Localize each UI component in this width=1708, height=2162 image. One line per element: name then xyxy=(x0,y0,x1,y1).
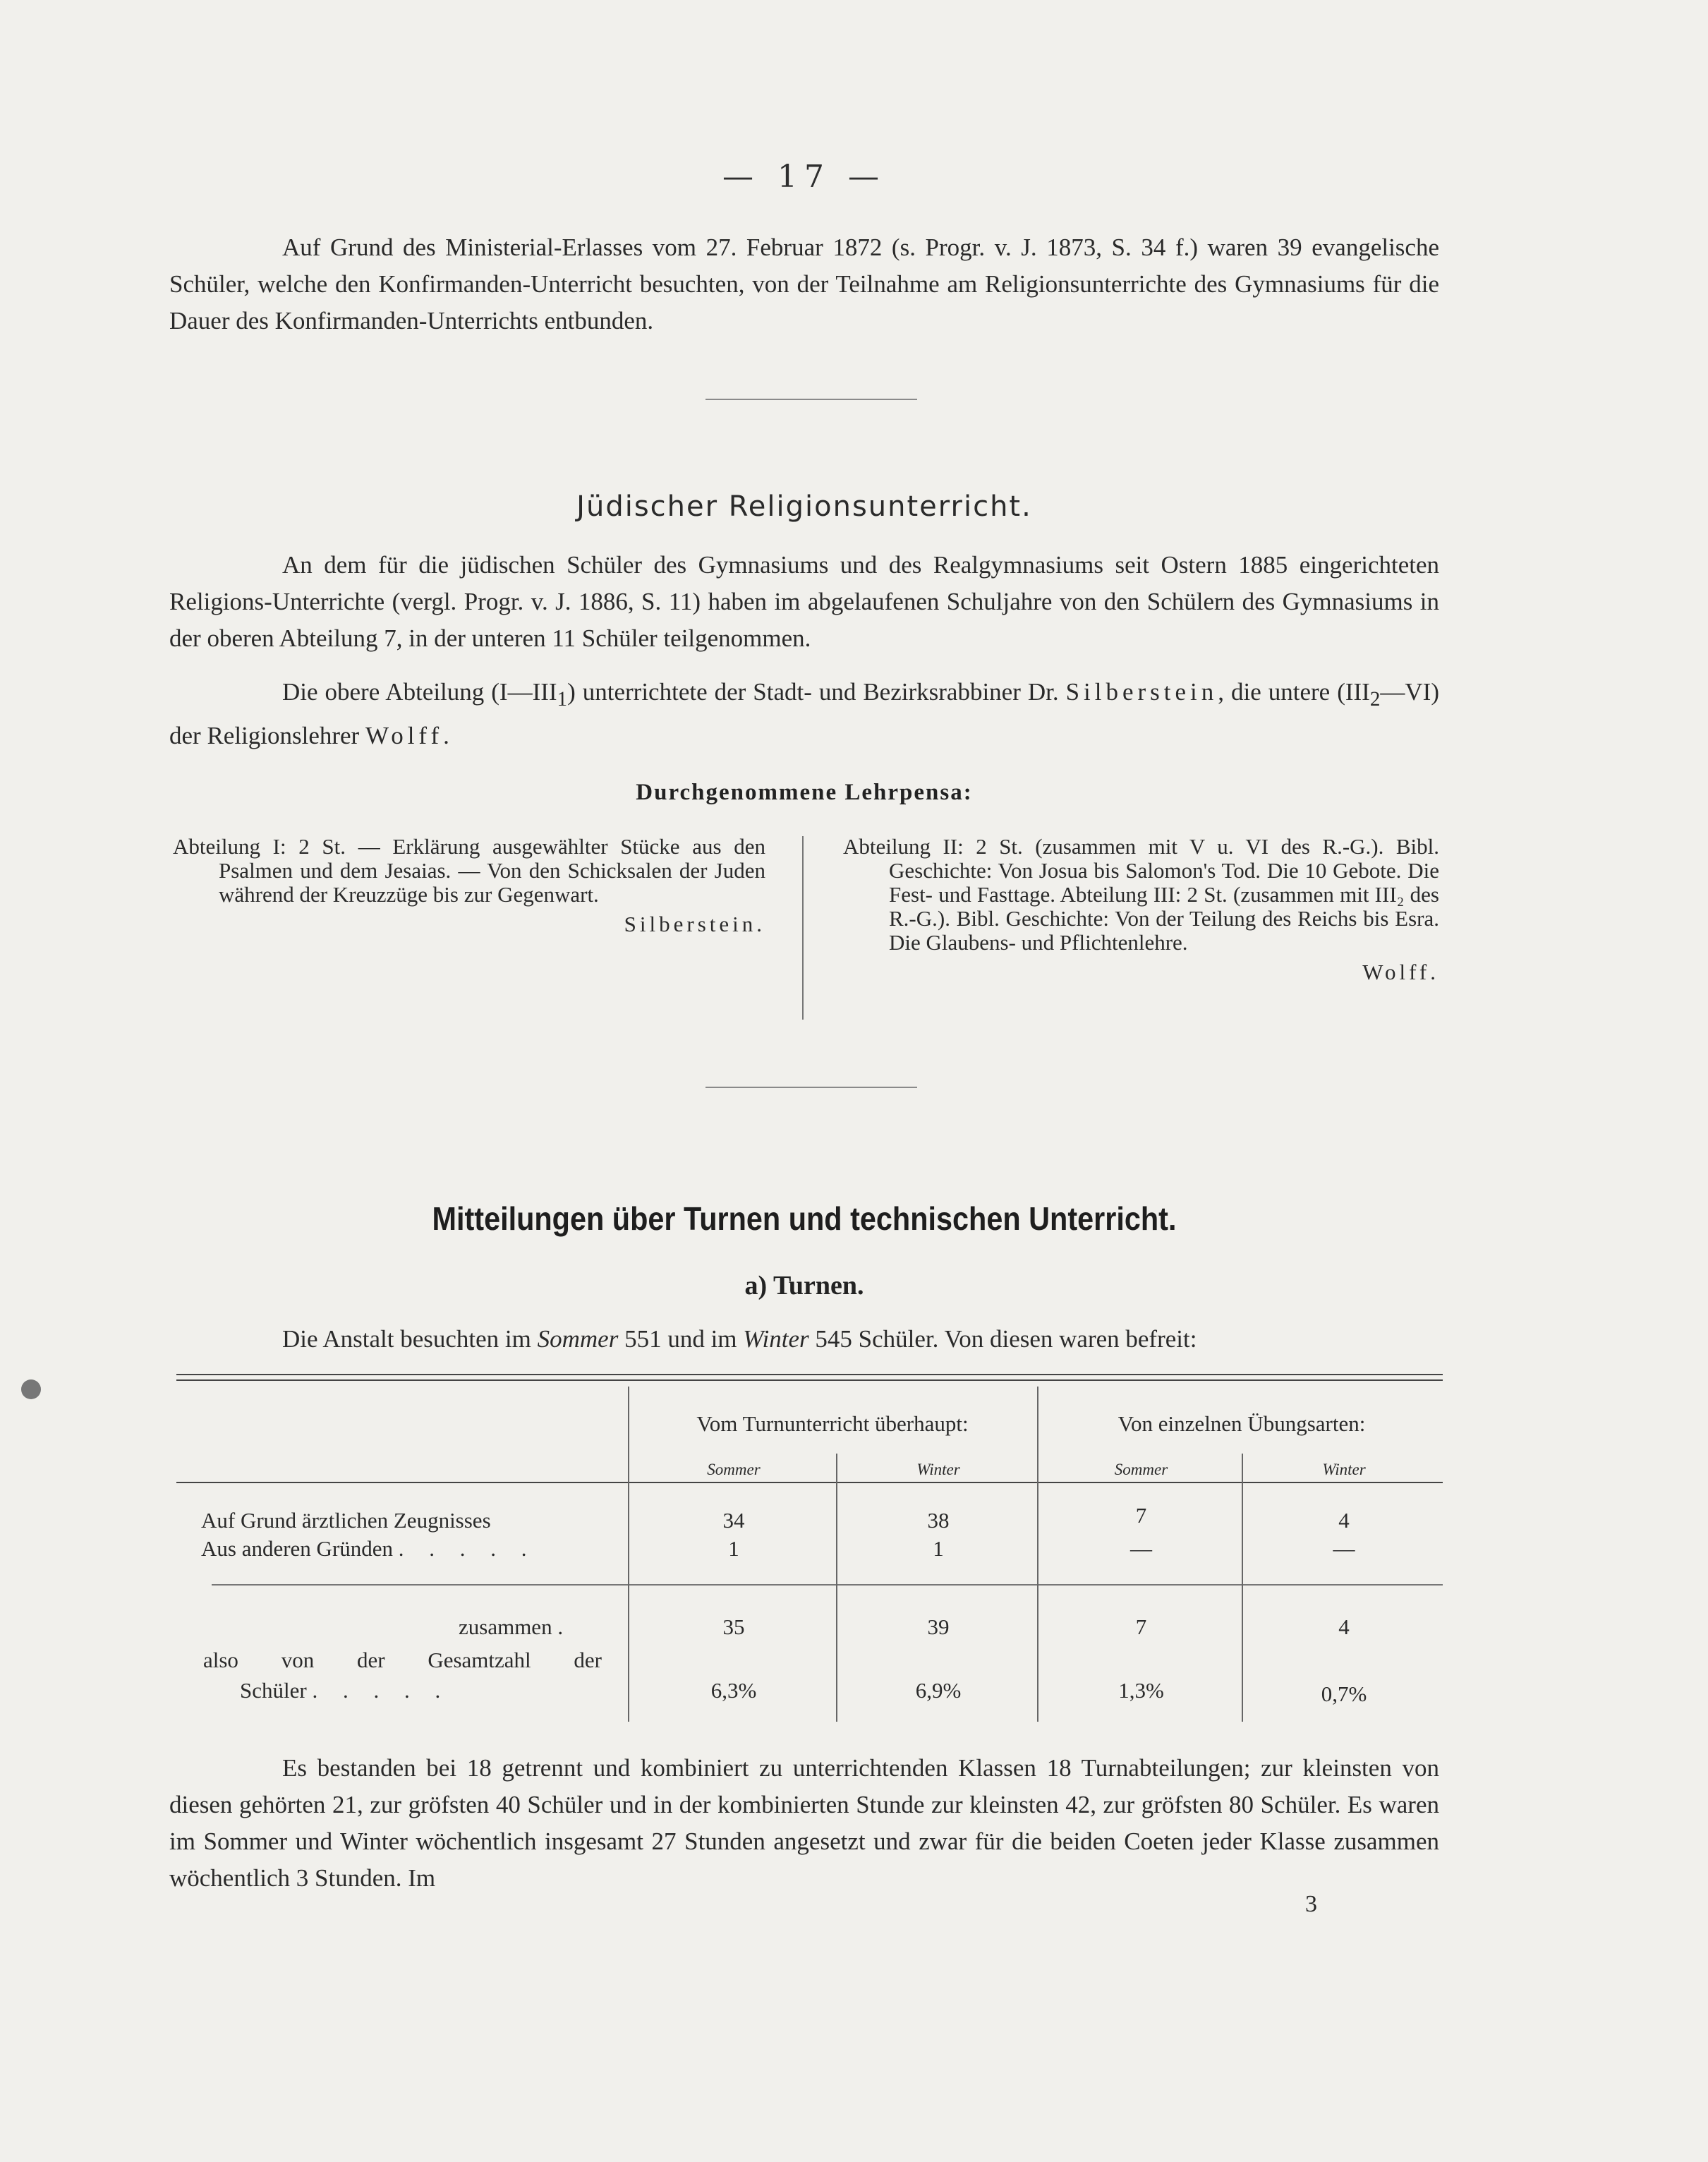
jewish-paragraph-1: An dem für die jüdischen Schüler des Gymnasiums und des Realgymnasiums seit Ostern 1885 eingerichteten Religions-Unterrichte (vergl. Progr. v. J. 1886, S. 11) haben im abgelaufenen Schuljahre von den Schülern des Gymnasiums in der oberen Abteilung 7, in der unteren 11 Schüler teilgenommen. xyxy=(169,551,1439,652)
cell: 1,3% xyxy=(1118,1678,1164,1703)
turnen-sub-heading: a) Turnen. xyxy=(744,1271,864,1300)
cell: 1 xyxy=(933,1536,944,1561)
cell: 0,7% xyxy=(1321,1681,1367,1706)
abteilung-i-text: Abteilung I: 2 St. — Erklärung ausgewählter Stücke aus den Psalmen und dem Jesaias. — Von den Schicksalen der Juden während der Kreuzzüge bis zur Gegenwart. xyxy=(173,834,765,907)
table-vline-3 xyxy=(1037,1387,1038,1722)
binding-hole xyxy=(21,1379,41,1399)
cell: 6,3% xyxy=(710,1678,757,1703)
table-top-rule-2 xyxy=(176,1379,1443,1381)
cell: 38 xyxy=(927,1508,950,1533)
jewish-paragraph-2: Die obere Abteilung $(I—III_1)$ unterrichtete der Stadt- und Bezirksrabbiner Dr. Silberstein, die untere $(III_2—VI)$ der Religionslehrer Wolff. xyxy=(169,678,1439,749)
cell: 4 xyxy=(1338,1614,1350,1639)
row-label-schueler: Schüler . . . . . xyxy=(240,1678,451,1703)
row-label-gesamtzahl: also von der Gesamtzahl der xyxy=(203,1648,602,1672)
turnen-main-heading: Mitteilungen über Turnen und technischen Unterricht. xyxy=(432,1200,1177,1237)
cell: 4 xyxy=(1338,1508,1350,1533)
turnen-closing-paragraph: Es bestanden bei 18 getrennt und kombiniert zu unterrichtenden Klassen 18 Turnabteilungen; zur kleinsten von diesen gehörten 21, zur gröfsten 40 Schüler und in der kombinierten Stunde zur kleinsten 42, zur gröfsten 80 Schüler. Es waren im Sommer und Winter wöchentlich insgesamt 27 Stunden angesetzt und zwar für die beiden Coeten jeder Klasse zusammen wöchentlich 3 Stunden. Im xyxy=(169,1754,1439,1892)
table-vline-4 xyxy=(1242,1454,1243,1722)
cell: — xyxy=(1333,1536,1355,1561)
row-label-zusammen: zusammen . xyxy=(459,1614,564,1639)
table-vline-2 xyxy=(836,1454,837,1722)
cell: 39 xyxy=(927,1614,950,1639)
subheader-winter-1: Winter xyxy=(916,1461,960,1478)
cell: 35 xyxy=(722,1614,745,1639)
header-uebungsarten: Von einzelnen Übungsarten: xyxy=(1118,1411,1366,1436)
cell: 6,9% xyxy=(915,1678,962,1703)
intro-paragraph: Auf Grund des Ministerial-Erlasses vom 27. Februar 1872 (s. Progr. v. J. 1873, S. 34 f.) waren 39 evangelische Schüler, welche den Konfirmanden-Unterricht besuchten, von der Teilnahme am Religionsunterrichte des Gymnasiums für die Dauer des Konfirmanden-Unterrichts entbunden. xyxy=(169,234,1439,334)
signature-mark: 3 xyxy=(1305,1891,1317,1917)
table-top-rule xyxy=(176,1374,1443,1375)
lehrpensa-left-column xyxy=(173,835,765,936)
cell: 1 xyxy=(728,1536,739,1561)
section-divider xyxy=(705,399,917,400)
teacher-name-silberstein: Silberstein xyxy=(1065,678,1218,706)
abteilung-ii-iii-text: Abteilung II: 2 St. (zusammen mit V u. VI des R.-G.). Bibl. Geschichte: Von Josua bis Salomon's Tod. Die 10 Gebote. Die Fest- und Fasttage. Abteilung III: 2 St. (zusammen mit III₂ des R.-G.). Bibl. Geschichte: Von der Teilung des Reichs bis Esra. Die Glaubens- und Pflichtenlehre. xyxy=(843,834,1439,955)
turnen-intro: Die Anstalt besuchten im Sommer 551 und im Winter 545 Schüler. Von diesen waren befreit: xyxy=(282,1325,1197,1353)
subheader-winter-2: Winter xyxy=(1322,1461,1366,1478)
signature-wolff: Wolff. xyxy=(1362,960,1439,984)
subheader-sommer-1: Sommer xyxy=(707,1461,761,1478)
lehrpensa-heading: Durchgenommene Lehrpensa: xyxy=(636,780,973,805)
cell: 7 xyxy=(1135,1503,1147,1528)
subheader-sommer-2: Sommer xyxy=(1114,1461,1168,1478)
teacher-name-wolff: Wolff. xyxy=(365,722,454,749)
table-sum-rule xyxy=(212,1584,1443,1586)
cell: — xyxy=(1130,1536,1152,1561)
page-number: — 17 — xyxy=(722,159,886,195)
lehrpensa-right-column xyxy=(843,835,1439,984)
signature-silberstein: Silberstein. xyxy=(624,912,765,936)
cell: 7 xyxy=(1135,1614,1147,1639)
cell: 34 xyxy=(722,1508,745,1533)
table-vline-1 xyxy=(628,1387,629,1722)
table-header-rule xyxy=(176,1482,1443,1483)
row-label-andere: Aus anderen Gründen . . . . . xyxy=(201,1536,537,1561)
column-divider xyxy=(802,836,804,1020)
row-label-aerztlich: Auf Grund ärztlichen Zeugnisses xyxy=(201,1508,491,1533)
jewish-heading: Jüdischer Religionsunterricht. xyxy=(576,490,1032,523)
section-divider-2 xyxy=(705,1087,917,1088)
header-turnunterricht: Vom Turnunterricht überhaupt: xyxy=(696,1411,969,1436)
